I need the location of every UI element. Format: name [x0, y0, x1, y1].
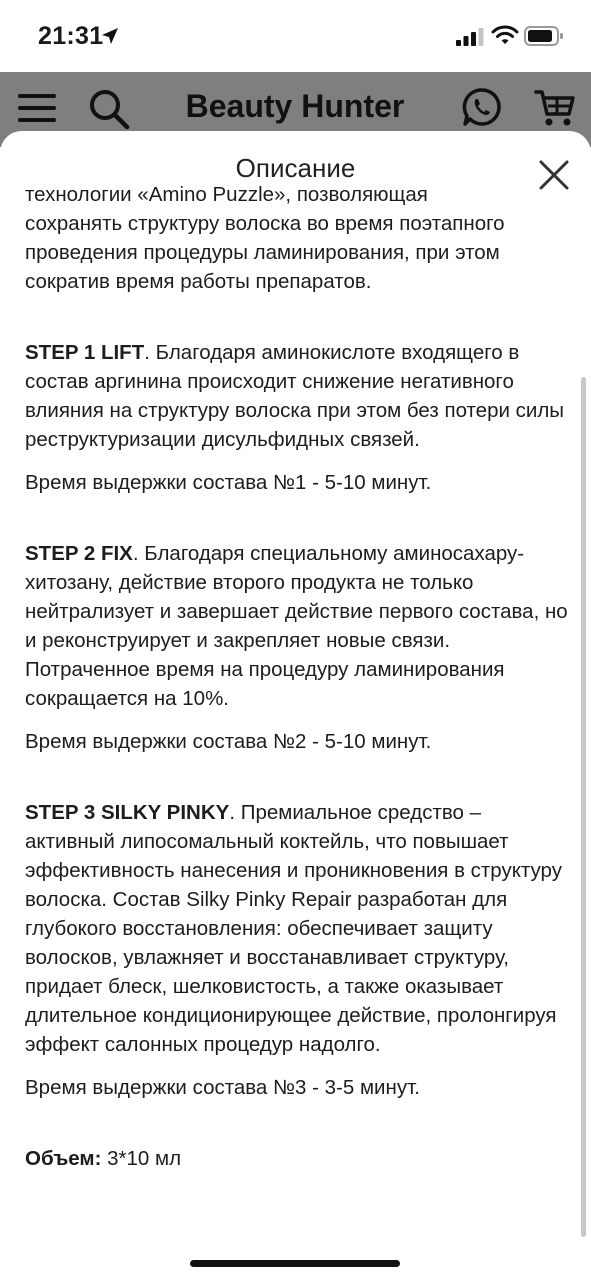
modal-title: Описание [235, 153, 356, 183]
description-modal [0, 131, 591, 1280]
hamburger-menu-icon[interactable] [18, 92, 56, 124]
status-bar [0, 0, 591, 72]
whatsapp-icon[interactable] [462, 87, 502, 127]
wifi-icon [492, 25, 518, 45]
step3-time: Время выдержки состава №3 - 3-5 минут. [25, 1076, 420, 1099]
step2-text: . Благодаря специальному аминосахару-хитозану, действие второго продукта не только нейтрализует и завершает действие первого состава, но и реконструирует и закрепляет новые связи. Потраченное время на процедуру ламинирования сокращается на 10%. [25, 542, 568, 710]
partial-top-line: технологии «Amino Puzzle», позволяющая [25, 183, 428, 206]
step2-paragraph [25, 539, 575, 713]
search-icon[interactable] [88, 88, 130, 130]
step2-time: Время выдержки состава №2 - 5-10 минут. [25, 730, 432, 753]
step2-label: STEP 2 FIX [25, 542, 133, 565]
scrollbar[interactable] [581, 377, 586, 1237]
volume-label: Объем: [25, 1147, 102, 1170]
home-indicator [190, 1260, 400, 1267]
location-arrow-icon [100, 26, 120, 46]
step1-text: . Благодаря аминокислоте входящего в состав аргинина происходит снижение негативного влияния на структуру волоска при этом без потери силы реструктуризации дисульфидных связей. [25, 341, 565, 451]
battery-icon [524, 26, 564, 46]
description-scroll-area[interactable] [0, 183, 591, 1280]
step3-label: STEP 3 SILKY PINKY [25, 801, 230, 824]
step1-time: Время выдержки состава №1 - 5-10 минут. [25, 471, 432, 494]
step3-text: . Премиальное средство – активный липосомальный коктейль, что повышает эффективность нанесения и проникновения в структуру волоска. Состав Silky Pinky Repair разработан для глубокого восстановления: обеспечивает защиту волосков, увлажняет и восстанавливает структуру, придает блеск, шелковистость, а также оказывает длительное кондиционирующее действие, пролонгируя эффект салонных процедур надолго. [25, 801, 562, 1056]
step1-label: STEP 1 LIFT [25, 341, 145, 364]
description-text [25, 180, 575, 1173]
intro-paragraph: сохранять структуру волоска во время поэтапного проведения процедуры ламинирования, при этом сократив время работы препаратов. [25, 212, 505, 293]
step1-paragraph [25, 338, 575, 454]
step3-paragraph [25, 798, 575, 1059]
volume-line [25, 1144, 575, 1173]
brand-logo-text[interactable]: Beauty Hunter [185, 88, 405, 124]
volume-value: 3*10 мл [101, 1147, 182, 1170]
status-time: 21:31 [38, 22, 104, 50]
shopping-cart-icon[interactable] [534, 88, 576, 128]
cellular-signal-icon [456, 28, 484, 46]
